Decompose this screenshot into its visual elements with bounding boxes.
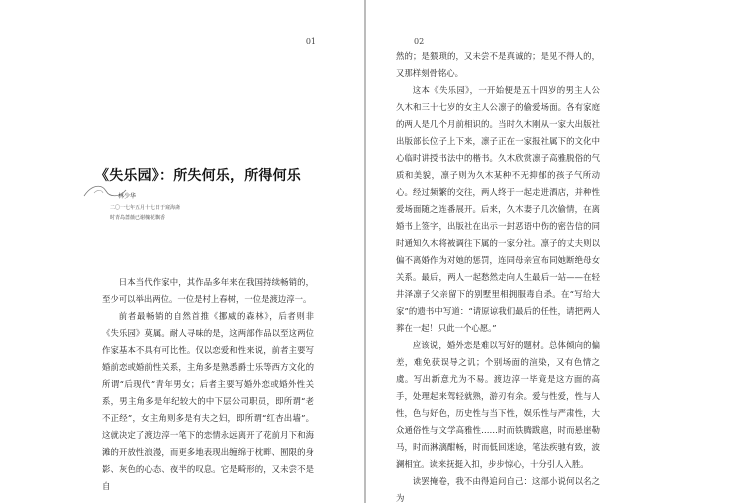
author-name: 林少华 — [118, 193, 137, 200]
right-body-text — [396, 48, 600, 503]
chapter-title: 《失乐园》：所失何乐，所得何乐 — [95, 168, 301, 184]
paragraph: 应该说，婚外恋是难以写好的题材。总体倾向的偏差，难免获误导之讥；个别场面的渲染，又有色情之虞。写出新意尤为不易。渡边淳一毕竟是这方面的高手，处理起来驾轻就熟，游刃有余。爱与性爱，性与人性，色与好色，历史性与当下性，娱乐性与严肃性，大众通俗性与文学高雅性……时而铁腾跋扈，时而悬崖勒马，时而淋漓酣畅，时而低回迷途，笔法疾驰有致，波澜相宜。读来抚挺入扣，步步惊心，十分引人入胜。 — [396, 340, 600, 469]
paragraph: 日本当代作家中，其作品多年来在我国持续畅销的，至少可以举出两位。一位是村上春树，一位是渡边淳一。 — [102, 277, 314, 304]
paragraph: 然的；是猥琐的，又未尝不是真诚的；是见不得人的，又那样刻骨铭心。 — [396, 51, 600, 78]
paragraph: 前者最畅销的自然首推《挪威的森林》，后者则非《失乐园》莫属。耐人寻味的是，这两部作品以至这两位作家基本不具有可比性。仅以恋爱和性来说，前者主要写婚前恋或婚前性关系，主角多是熟悉爵士乐等西方文化的所谓“后现代”青年男女；后者主要写婚外恋或婚外性关系，男主角多是年纪较大的中下层公司职员，即所谓“老不正经”，女主角则多是有夫之妇，即所谓“红杏出墙”。这就决定了渡边淳一笔下的恋情永远离开了花前月下和海滩的开放性浪漫，而更多地表现出缠绵于枕畔、囿限的身影、灰色的心态、夜半的叹息。它是畸形的，又未尝不是自 — [102, 311, 314, 491]
decorative-swirl-icon — [80, 182, 150, 202]
page-number-left: 01 — [305, 37, 316, 46]
paragraph: 这本《失乐园》，一开始便是五十四岁的男主人公久木和三十七岁的女主人公凛子的偷爱场面。各有家庭的两人是几个月前相识的。当时久木刚从一家大出版社出版部长位子上下来，凛子正在一家报社属下的文化中心临时讲授书法中的楷书。久木欣赏凛子高雅脱俗的气质和美貌，凛子则为久木某种不无抑郁的孩子气所动心。经过频繁的交往，两人终于一起走进酒店，并种性爱场面随之连番展开。后来，久木妻子几次偷情，在离婚书上签字，出版社在出示一封恶语中伤的密告信的同时通知久木将被调往下属的一家分社。凛子的丈夫则以偏不离婚作为对她的惩罚，连同母亲宣布同她断绝母女关系。最后，两人一起愁然走向人生最后一站——在轻井泽凛子父亲留下的别墅里相拥服毒自杀。在“写给大家”的遗书中写道：“请原谅我们最后的任性，请把两人葬在一起！只此一个心愿。” — [396, 85, 600, 333]
author-note-line-1: 二〇一七年五月十七日于窥海斋 — [110, 205, 181, 211]
author-note-line-2: 时青岛蔷薇已谢槐花飘香 — [110, 215, 166, 221]
right-page — [366, 0, 730, 503]
paragraph: 读罢掩卷，我不由得追问自己：这部小说何以名之为 — [396, 476, 600, 503]
page-number-right: 02 — [414, 37, 425, 46]
left-body-text — [102, 274, 314, 495]
left-page — [0, 0, 364, 503]
